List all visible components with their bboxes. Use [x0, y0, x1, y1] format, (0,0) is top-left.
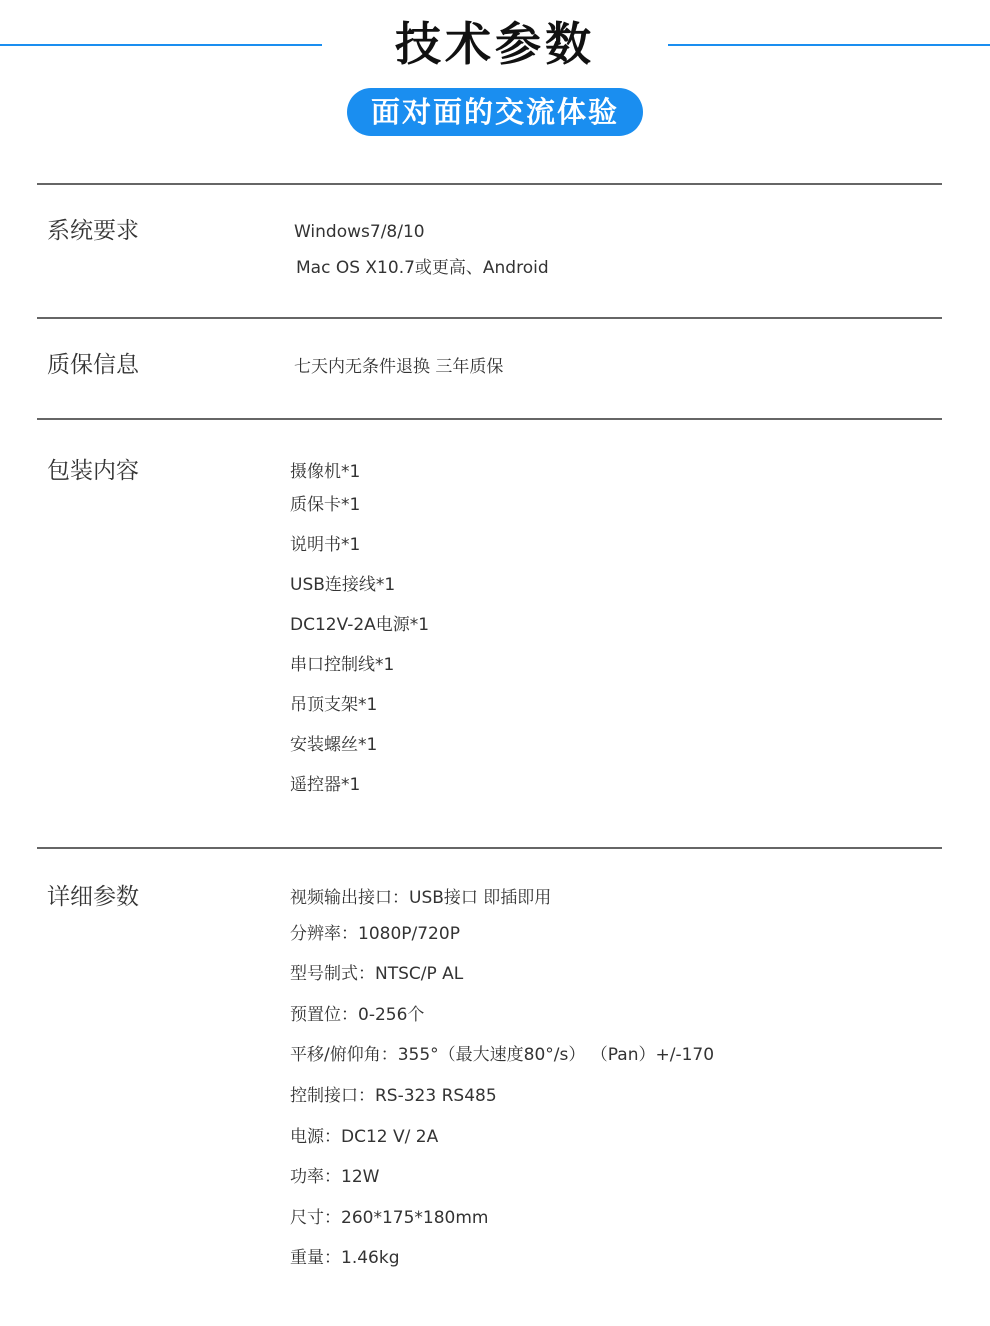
- spec-line: 分辨率：1080P/720P: [290, 924, 460, 944]
- list-item: 摄像机*1: [290, 462, 361, 482]
- spec-line: 电源：DC12 V/ 2A: [290, 1127, 439, 1147]
- list-item: 说明书*1: [290, 535, 361, 555]
- section-divider: [37, 418, 942, 420]
- spec-line: 功率：12W: [290, 1167, 380, 1187]
- spec-line: 视频输出接口：USB接口 即插即用: [290, 888, 552, 908]
- list-item: DC12V-2A电源*1: [290, 615, 430, 635]
- section-values-system: [294, 221, 934, 279]
- list-item: 吊顶支架*1: [290, 695, 378, 715]
- value-line: Windows7/8/10: [294, 222, 425, 242]
- value-line: Mac OS X10.7或更高、Android: [296, 258, 549, 278]
- spec-line: 预置位：0-256个: [290, 1005, 425, 1025]
- spec-line: 尺寸：260*175*180mm: [290, 1208, 489, 1228]
- page-title: 技术参数: [395, 17, 595, 71]
- value-line: 七天内无条件退换 三年质保: [294, 357, 504, 377]
- list-item: 安装螺丝*1: [290, 735, 378, 755]
- section-label-details: 详细参数: [47, 884, 139, 910]
- spec-line: 型号制式：NTSC/P AL: [290, 964, 464, 984]
- section-values-package: [290, 461, 930, 796]
- spec-line: 平移/俯仰角：355°（最大速度80°/s） （Pan）+/-170: [290, 1045, 715, 1065]
- section-values-warranty: [294, 356, 934, 378]
- section-values-details: [290, 887, 930, 1269]
- section-label-system: 系统要求: [47, 218, 139, 244]
- list-item: 串口控制线*1: [290, 655, 395, 675]
- section-divider: [37, 183, 942, 185]
- spec-line: 控制接口：RS-323 RS485: [290, 1086, 497, 1106]
- section-label-package: 包装内容: [47, 458, 139, 484]
- list-item: USB连接线*1: [290, 575, 396, 595]
- section-label-warranty: 质保信息: [47, 352, 139, 378]
- list-item: 质保卡*1: [290, 495, 361, 515]
- spec-line: 重量：1.46kg: [290, 1248, 400, 1268]
- subtitle-badge: 面对面的交流体验: [347, 88, 643, 136]
- list-item: 遥控器*1: [290, 775, 361, 795]
- section-divider: [37, 847, 942, 849]
- section-divider: [37, 317, 942, 319]
